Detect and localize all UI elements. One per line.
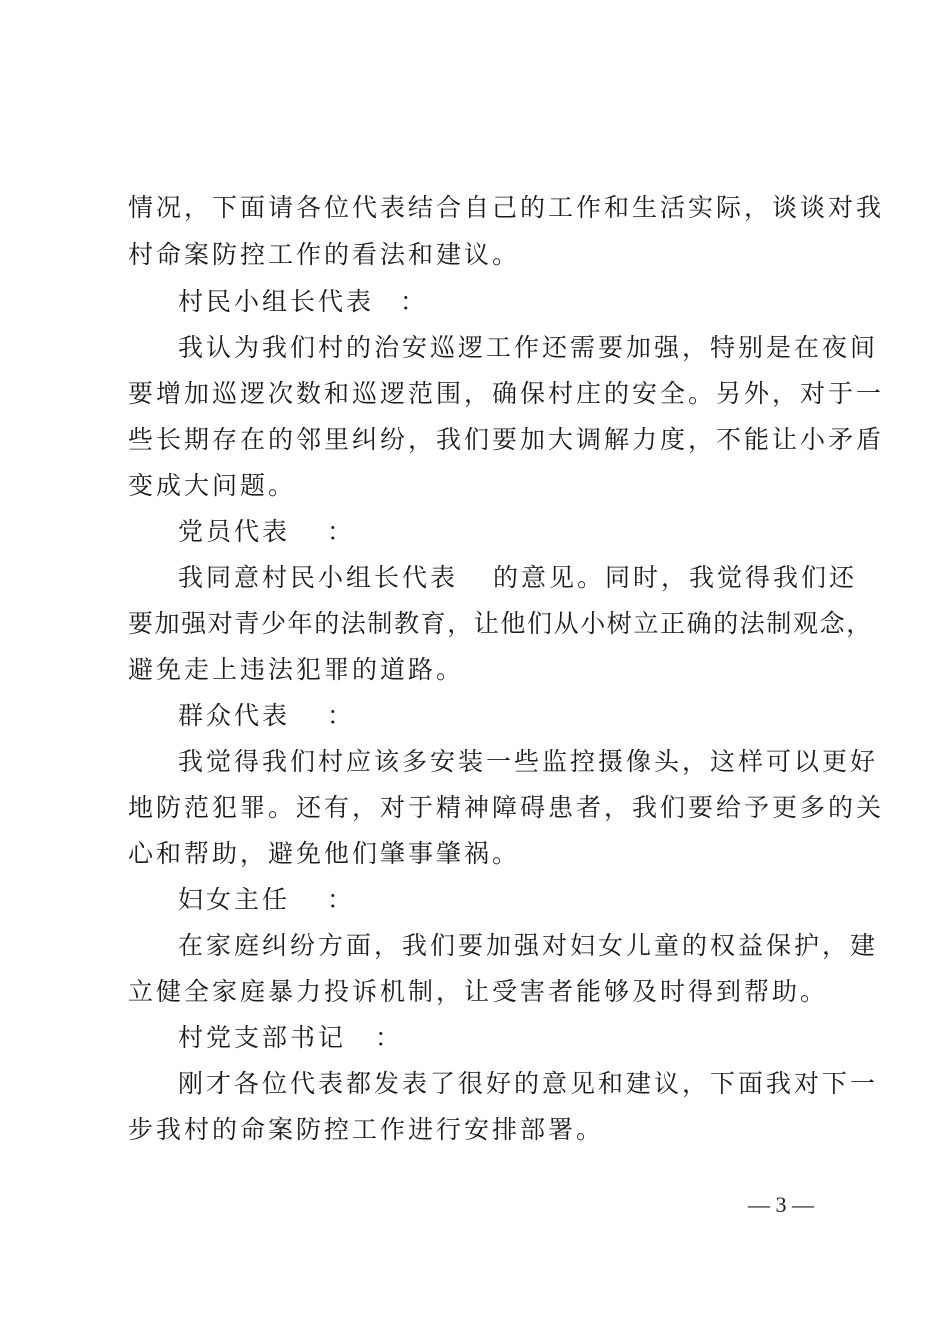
paragraph-line: 要加强对青少年的法制教育，让他们从小树立正确的法制观念，	[128, 609, 873, 638]
paragraph-line: 我同意村民小组长代表	[178, 563, 459, 592]
paragraph-line: 我认为我们村的治安巡逻工作还需要加强，特别是在夜间	[178, 333, 879, 362]
paragraph-line: 的意见。同时，我觉得我们还	[493, 563, 858, 592]
speaker-label: 村民小组长代表	[178, 287, 375, 316]
speaker-label: 村党支部书记	[178, 1023, 347, 1052]
paragraph-line: 要增加巡逻次数和巡逻范围，确保村庄的安全。另外，对于一	[128, 379, 885, 408]
paragraph-line: 我觉得我们村应该多安装一些监控摄像头，这样可以更好	[178, 747, 879, 776]
speaker-label: 党员代表	[178, 517, 291, 546]
speaker-label: 妇女主任	[178, 885, 291, 914]
speaker-label: 群众代表	[178, 701, 291, 730]
paragraph-line: 避免走上违法犯罪的道路。	[128, 655, 465, 684]
paragraph-line: 情况，下面请各位代表结合自己的工作和生活实际，谈谈对我	[128, 193, 885, 222]
paragraph-line: 在家庭纠纷方面，我们要加强对妇女儿童的权益保护，建	[178, 931, 879, 960]
paragraph-line: 些长期存在的邻里纠纷，我们要加大调解力度，不能让小矛盾	[128, 425, 885, 454]
speaker-colon: ：	[375, 1023, 401, 1052]
paragraph-line: 心和帮助，避免他们肇事肇祸。	[128, 839, 521, 868]
paragraph-line: 步我村的命案防控工作进行安排部署。	[128, 1115, 605, 1144]
paragraph-line: 村命案防控工作的看法和建议。	[128, 240, 521, 269]
paragraph-line: 立健全家庭暴力投诉机制，让受害者能够及时得到帮助。	[128, 977, 829, 1006]
speaker-colon: ：	[327, 701, 353, 730]
speaker-colon: ：	[400, 287, 426, 316]
paragraph-line: 变成大问题。	[128, 471, 297, 500]
paragraph-line: 地防范犯罪。还有，对于精神障碍患者，我们要给予更多的关	[128, 793, 885, 822]
speaker-colon: ：	[327, 517, 353, 546]
paragraph-line: 刚才各位代表都发表了很好的意见和建议，下面我对下一	[178, 1069, 879, 1098]
speaker-colon: ：	[327, 885, 353, 914]
page-number: — 3 —	[748, 1192, 814, 1217]
